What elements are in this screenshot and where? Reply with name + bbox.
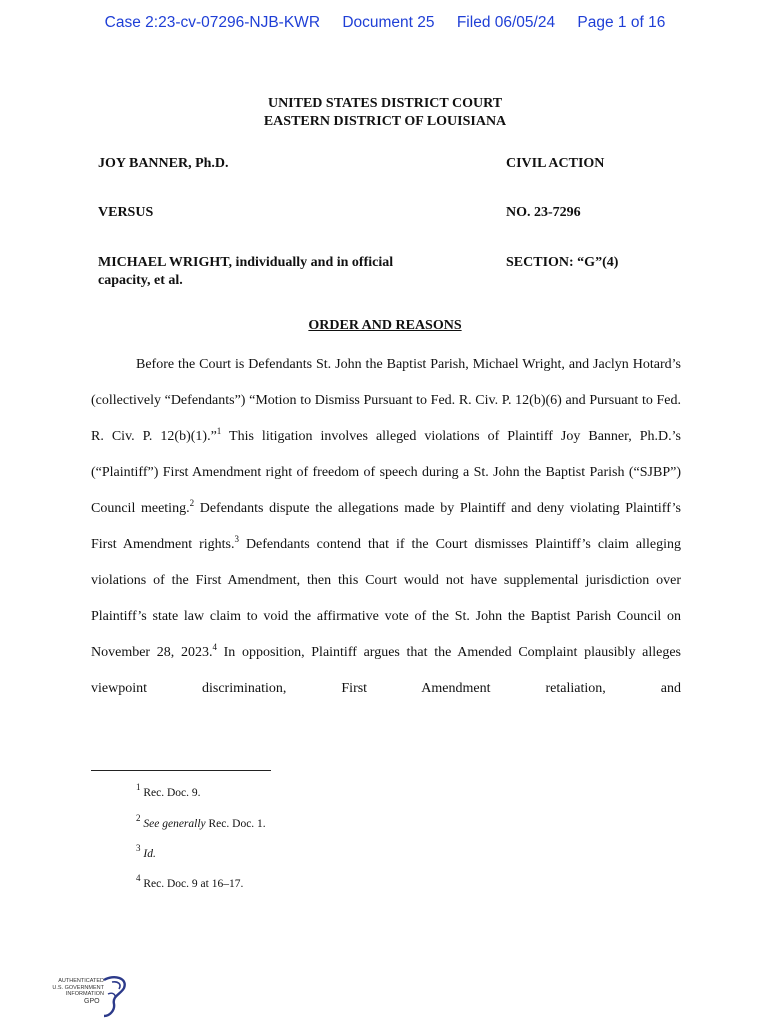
footnote-ref-3: 3 [234,534,239,544]
gpo-eagle-icon [100,974,130,1018]
defendant-name [98,254,438,290]
court-name: UNITED STATES DISTRICT COURT [267,96,503,111]
footnote-number: 1 [136,782,141,792]
document-number: Document 25 [342,14,435,31]
footnote-number: 4 [136,873,141,883]
versus-label: VERSUS [98,205,154,220]
section-label: SECTION: “G”(4) [506,255,619,270]
footnote-text: Rec. Doc. 1. [205,818,266,830]
gpo-line-2: U.S. GOVERNMENT [52,984,104,991]
body-sentence-5: In opposition, Plaintiff argues that the Amended Complaint plausibly alleges viewpoint discrimination, First Amendment retaliation, and [91,645,681,696]
footnote-ref-1: 1 [216,426,222,436]
footnote-number: 2 [136,813,141,823]
order-body [91,347,681,707]
gpo-label: GPO [84,998,100,1005]
gpo-authentication-seal [44,974,130,1018]
page-indicator: Page 1 of 16 [577,14,666,31]
footnote-divider [91,770,271,771]
body-sentence-3: Defendants dispute the allegations made by Plaintiff and deny violating Plaintiff’s First Amendment rights. [91,501,681,552]
body-paragraph [91,347,681,707]
case-number: Case 2:23-cv-07296-NJB-KWR [104,14,321,31]
footnote-signal: See generally [143,818,206,830]
body-sentence-2: This litigation involves alleged violations of Plaintiff Joy Banner, Ph.D.’s (“Plaintiff”) First Amendment right of freedom of speech during a St. John the Baptist Parish (“SJBP”) Council meeting. [91,429,681,516]
case-docket-number: NO. 23-7296 [506,205,581,220]
footnote-text: Rec. Doc. 9. [143,787,201,799]
footnote-text: Rec. Doc. 9 at 16–17. [143,878,244,890]
footnote-1 [136,782,201,799]
footnote-ref-2: 2 [189,498,195,508]
gpo-line-3: INFORMATION [65,991,104,997]
footnote-number: 3 [136,843,141,853]
plaintiff-name: JOY BANNER, Ph.D. [98,156,229,171]
court-heading [0,95,770,131]
footnote-signal: Id. [143,848,156,860]
filed-date: Filed 06/05/24 [456,14,556,31]
defendant-line-1: MICHAEL WRIGHT, individually and in official [98,255,394,270]
order-title: ORDER AND REASONS [308,318,462,333]
ecf-header-stamp [0,14,770,32]
civil-action-label: CIVIL ACTION [506,156,605,171]
body-sentence-1: Before the Court is Defendants St. John the Baptist Parish, Michael Wright, and Jaclyn Hotard’s (collectively “Defendants”) “Motion to Dismiss Pursuant to Fed. R. Civ. P. 12(b)(6) and Pursuant to Fed. R. Civ. P. 12(b)(1).” [91,357,681,444]
gpo-seal-text [44,978,104,998]
defendant-line-2: capacity, et al. [98,273,183,288]
footnote-ref-4: 4 [212,642,217,652]
footnote-4 [136,873,244,890]
court-district: EASTERN DISTRICT OF LOUISIANA [263,114,507,129]
footnote-2 [136,813,266,830]
body-sentence-4: Defendants contend that if the Court dismisses Plaintiff’s claim alleging violations of the First Amendment, then this Court would not have supplemental jurisdiction over Plaintiff’s state law claim to void the affirmative vote of the St. John the Baptist Parish Council on November 28, 2023. [91,537,682,660]
gpo-line-1: AUTHENTICATED [58,978,104,984]
footnote-3 [136,843,156,860]
